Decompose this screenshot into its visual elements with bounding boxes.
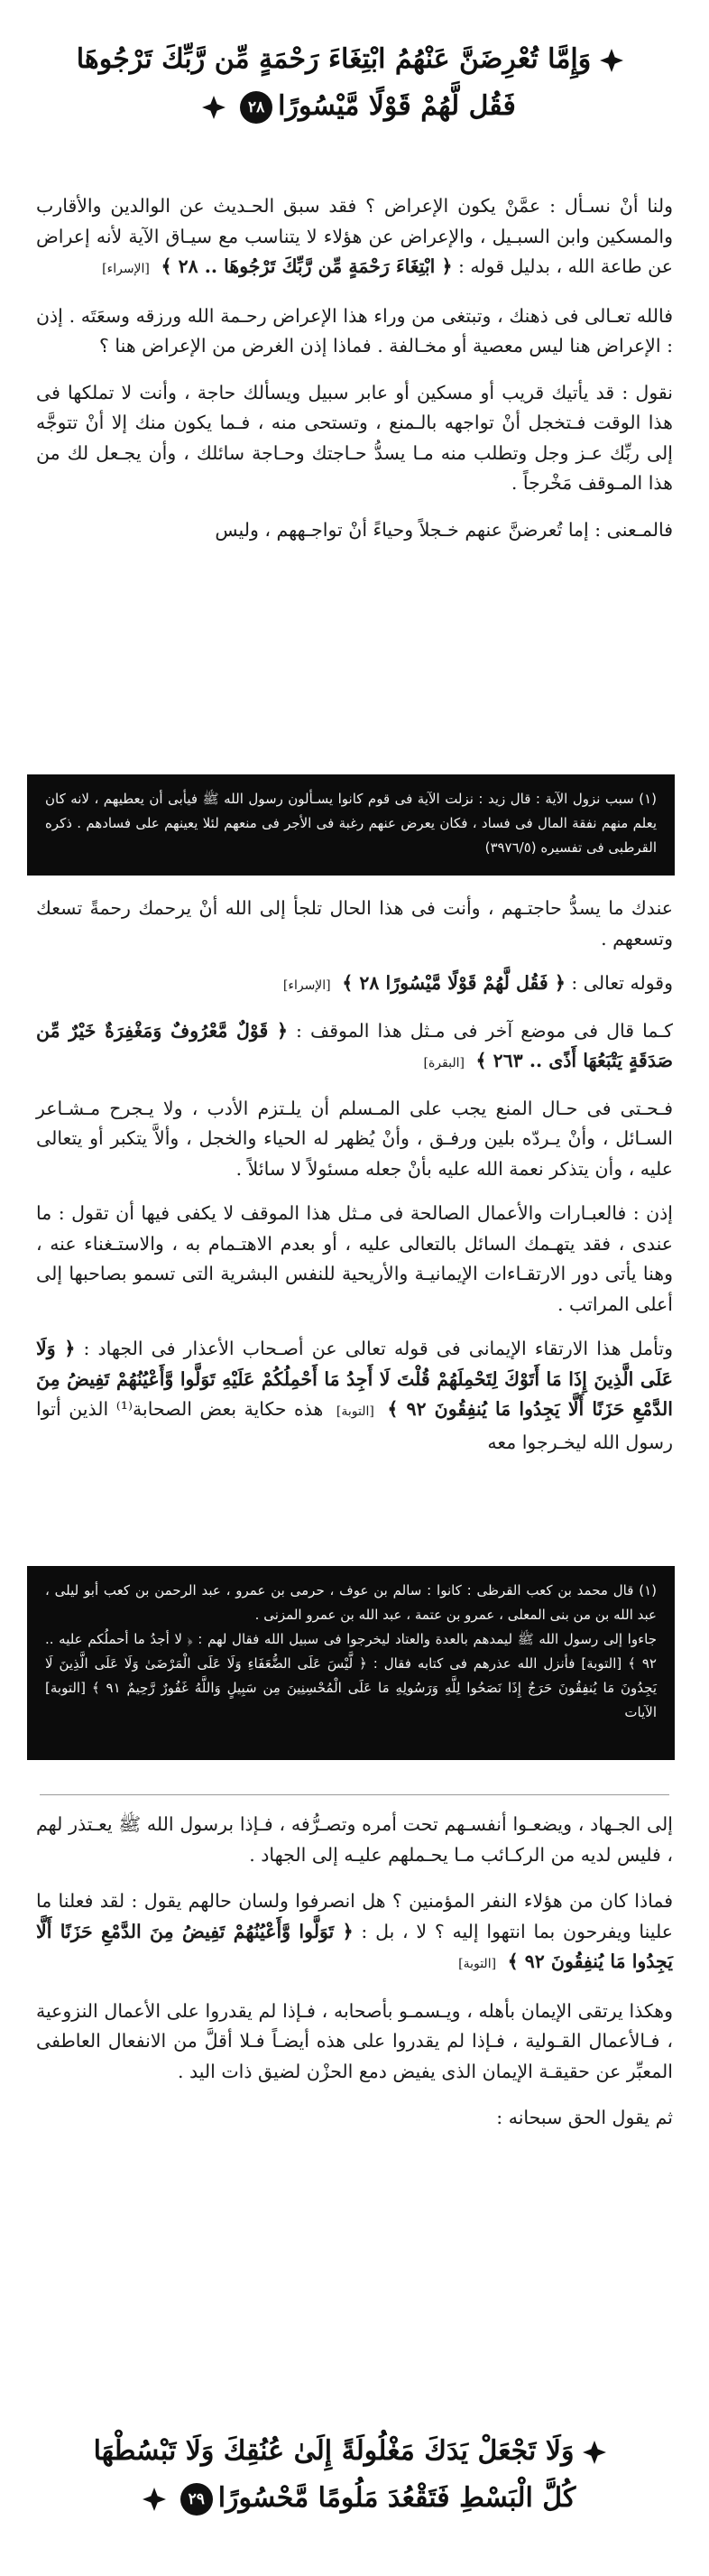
page-divider [40, 1794, 669, 1795]
paragraph: نقول : قد يأتيك قريب أو مسكين أو عابر سبيل ويسألك حاجة ، وأنت لا تملكها فى هذا الوقت فـتخجل أنْ تواجهه بالـمنع ، وتستحى منه ، فـما يكون منك إلا أنْ تتوجَّه إلى ربِّك عـز وجل وتطلب منه مـا يسدُّ حـاجتك وحـاجة سائلك ، وأن يجـعل لك من هذا المـوقف مَخْرجاً . [36, 381, 673, 494]
paragraph: فالمـعنى : إما تُعرضنَّ عنهم خـجلاً وحياءً أنْ تواجـههم ، وليس [215, 518, 673, 541]
verse-line-2: كُلَّ الْبَسْطِ فَتَقْعُدَ مَلُومًا مَّحْسُورًا٢٩ [54, 2475, 655, 2522]
body-block-1 [36, 191, 673, 545]
verse-ornament-icon [200, 94, 227, 121]
paragraph: ثم يقول الحق سبحانه : [496, 2107, 673, 2128]
verse-heading-28 [54, 36, 655, 130]
verse-line-1: وَلَا تَجْعَلْ يَدَكَ مَغْلُولَةً إِلَىٰ عُنُقِكَ وَلَا تَبْسُطْهَا [54, 2428, 655, 2475]
surah-reference: [البقرة] [423, 1056, 465, 1070]
paragraph: فالله تعـالى فى ذهنك ، وتبتغى من وراء هذا الإعراض رحـمة الله ورزقه وسعَتَه . إذن : الإعراض هنا ليس معصية أو مخـالفة . فماذا إذن الغرض من الإعراض هنا ؟ [36, 304, 673, 357]
quran-quote: ﴿ ابْتِغَاءَ رَحْمَةٍ مِّن رَّبِّكَ تَرْجُوهَا .. ٢٨ ﴾ [161, 255, 453, 277]
surah-reference: [التوبة] [458, 1957, 497, 1971]
paragraph: وقوله تعالى : ﴿ فَقُل لَّهُمْ قَوْلًا مَّيْسُورًا ٢٨ ﴾ [الإسراء] [36, 968, 673, 1002]
paragraph: عندك ما يسدُّ حاجتـهم ، وأنت فى هذا الحال تلجأ إلى الله أنْ يرحمك رحمةً تسعك وتسعهم . [36, 897, 673, 950]
paragraph: إلى الجـهاد ، ويضعـوا أنفسـهم تحت أمره وتصـرُّفه ، فـإذا برسول الله ﷺ يعـتذر لهم ، فليس لديه من الركـائب مـا يحـملهم عليـه إلى الجهاد . [36, 1813, 673, 1866]
footnote-text: (١) قال محمد بن كعب القرظى : كانوا : سالم بن عوف ، حرمى بن عمرو ، عبد الرحمن بن كعب أبو ليلى ، عبد الله بن من بنى المعلى ، عمرو بن عتمة ، عبد الله بن عمرو المزنى . [45, 1582, 657, 1623]
quran-quote: ﴿ قَوْلٌ مَّعْرُوفٌ وَمَغْفِرَةٌ خَيْرٌ مِّن صَدَقَةٍ يَتْبَعُهَا أَذًى .. ٢٦٣ ﴾ [36, 1019, 673, 1071]
footnote-text: (١) سبب نزول الآية : قال زيد : نزلت الآية فى قوم كانوا يسـألون رسول الله ﷺ فيأبى أن يعطيهم ، لانه كان يعلم منهم نفقة المال فى فساد ، فكان يعرض عنهم رغبة فى الأجر فى منعهم لئلا يعينهم على فسادهم . ذكره القرطبى فى تفسيره (٣٩٧٦/٥) [45, 791, 657, 856]
verse-line-1: وَإِمَّا تُعْرِضَنَّ عَنْهُمُ ابْتِغَاءَ رَحْمَةٍ مِّن رَّبِّكَ تَرْجُوهَا [54, 36, 655, 83]
paragraph: ولنا أنْ نسـأل : عمَّنْ يكون الإعراض ؟ فقد سبق الحـديث عن الوالدين والأقارب والمسكين وابن السبـيل ، والإعراض عن هؤلاء لا يتناسب مع سيـاق الآية لأنه إعراض عن طاعة الله ، بدليل قوله : ﴿ ابْتِغَاءَ رَحْمَةٍ مِّن رَّبِّكَ تَرْجُوهَا .. ٢٨ ﴾ [الإسراء] [36, 195, 673, 277]
paragraph: كـما قال فى موضع آخر فى مـثل هذا الموقف : ﴿ قَوْلٌ مَّعْرُوفٌ وَمَغْفِرَةٌ خَيْرٌ مِّن صَدَقَةٍ يَتْبَعُهَا أَذًى .. ٢٦٣ ﴾ [البقرة] [36, 1019, 673, 1071]
surah-reference: [التوبة] [336, 1404, 374, 1419]
footnote-text: جاءوا إلى رسول الله ﷺ ليمدهم بالعدة والعتاد ليخرجوا فى سبيل الله فقال لهم : ﴿ لا أجدُ ما أحملُكم عليه .. ٩٢ ﴾ [التوبة] فأنزل الله عذرهم فى كتابه فقال : ﴿ لَّيْسَ عَلَى الضُّعَفَاءِ وَلَا عَلَى الْمَرْضَىٰ وَلَا عَلَى الَّذِينَ لَا يَجِدُونَ مَا يُنفِقُونَ حَرَجٌ إِذَا نَصَحُوا لِلَّهِ وَرَسُولِهِ مَا عَلَى الْمُحْسِنِينَ مِن سَبِيلٍ وَاللَّهُ غَفُورٌ رَّحِيمٌ ٩١ ﴾ [التوبة] الآيات [45, 1631, 658, 1720]
verse-heading-29 [54, 2428, 655, 2522]
verse-ornament-icon [598, 47, 625, 74]
body-block-2 [36, 894, 673, 1458]
paragraph: فماذا كان من هؤلاء النفر المؤمنين ؟ هل انصرفوا ولسان حالهم يقول : لقد فعلنا ما علينا ويفرحون بما انتهوا إليه ؟ لا ، بل : ﴿ تَوَلَّوا وَّأَعْيُنُهُمْ تَفِيضُ مِنَ الدَّمْعِ حَزَنًا أَلَّا يَجِدُوا مَا يُنفِقُونَ ٩٢ ﴾ [التوبة] [36, 1890, 673, 1972]
footnote-box-1 [27, 774, 675, 876]
surah-reference: [الإسراء] [102, 262, 150, 276]
verse-ornament-icon [581, 2439, 608, 2466]
footnote-box-2 [27, 1566, 675, 1760]
verse-line-2: فَقُل لَّهُمْ قَوْلًا مَّيْسُورًا٢٨ [54, 83, 655, 130]
verse-ornament-icon [141, 2486, 168, 2513]
paragraph: وهكذا يرتقى الإيمان بأهله ، ويـسمـو بأصحابه ، فـإذا لم يقدروا على الأعمال النزوعية ، فـالأعمال القـولية ، فـإذا لم يقدروا على هذه أيضـاً فـلا أقلَّ من الانفعال العاطفى المعبِّر عن حقيقـة الإيمان الذى يفيض دمع الحزْن لضيق ذات اليد . [36, 1999, 673, 2082]
verse-number-badge: ٢٨ [240, 91, 272, 124]
paragraph: وتأمل هذا الارتقاء الإيمانى فى قوله تعالى عن أصـحاب الأعذار فى الجهاد : ﴿ وَلَا عَلَى الَّذِينَ إِذَا مَا أَتَوْكَ لِتَحْمِلَهُمْ قُلْتَ لَا أَجِدُ مَا أَحْمِلُكُمْ عَلَيْهِ تَوَلَّوا وَّأَعْيُنُهُمْ تَفِيضُ مِنَ الدَّمْعِ حَزَنًا أَلَّا يَجِدُوا مَا يُنفِقُونَ ٩٢ ﴾ [التوبة] هذه حكاية بعض الصحابة⁽¹⁾ الذين أتوا رسول الله ليخـرجوا معه [36, 1338, 673, 1453]
paragraph: إذن : فالعبـارات والأعمال الصالحة فى مـثل هذا الموقف لا يكفى فيها أن تقول : ما عندى ، فقد يتهـمك السائل بالتعالى عليه ، أو بعدم الاهتـمام به ، والاستـغناء عنه ، وهنا يأتى دور الارتقـاءات الإيمانيـة والأريحية للنفس البشرية التى تسمو بصاحبها إلى أعلى المراتب . [36, 1202, 673, 1315]
body-block-3 [36, 1810, 673, 2134]
paragraph: فـحـتى فى حـال المنع يجب على المـسلم أن يلـتزم الأدب ، ولا يـجرح مـشـاعر السـائل ، وأنْ يـردّه بلين ورفـق ، وأنْ يُظهر له الحياء والخجل ، وألاَّ يتكبر أو يتعالى عليه ، وأن يتذكر نعمة الله عليه بأنْ جعله مسئولاً لا سائلاً . [36, 1097, 673, 1180]
surah-reference: [الإسراء] [282, 978, 331, 993]
quran-quote: ﴿ وَلَا عَلَى الَّذِينَ إِذَا مَا أَتَوْكَ لِتَحْمِلَهُمْ قُلْتَ لَا أَجِدُ مَا أَحْمِلُكُمْ عَلَيْهِ تَوَلَّوا وَّأَعْيُنُهُمْ تَفِيضُ مِنَ الدَّمْعِ حَزَنًا أَلَّا يَجِدُوا مَا يُنفِقُونَ ٩٢ ﴾ [36, 1338, 673, 1420]
verse-number-badge: ٢٩ [180, 2483, 213, 2516]
quran-quote: ﴿ تَوَلَّوا وَّأَعْيُنُهُمْ تَفِيضُ مِنَ الدَّمْعِ حَزَنًا أَلَّا يَجِدُوا مَا يُنفِقُونَ ٩٢ ﴾ [36, 1920, 673, 1972]
quran-quote: ﴿ فَقُل لَّهُمْ قَوْلًا مَّيْسُورًا ٢٨ ﴾ [342, 972, 566, 994]
